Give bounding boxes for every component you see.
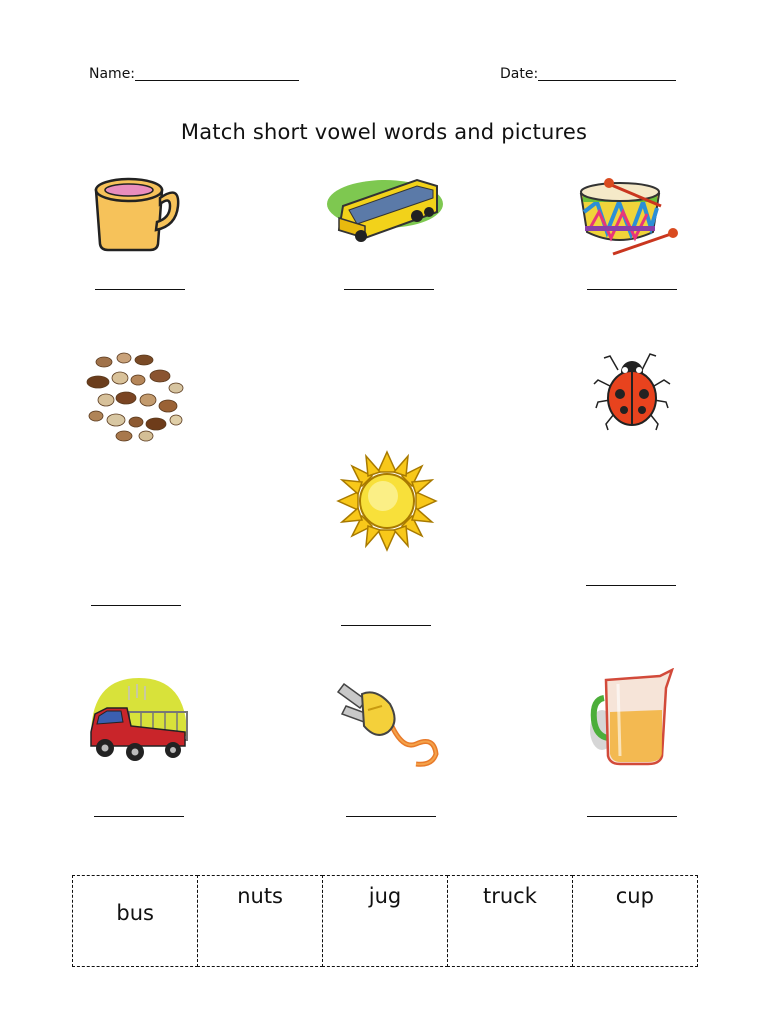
- answer-blank-truck[interactable]: [94, 816, 184, 817]
- drum-icon: [577, 172, 681, 260]
- word-card-bus[interactable]: [72, 875, 198, 967]
- word-label: truck: [482, 884, 537, 908]
- word-bank: [72, 875, 698, 967]
- word-card-nuts[interactable]: [197, 875, 323, 967]
- word-card-truck[interactable]: [447, 875, 573, 967]
- answer-blank-bug[interactable]: [586, 585, 676, 586]
- word-card-jug[interactable]: [322, 875, 448, 967]
- name-blank-line[interactable]: [135, 66, 299, 81]
- nuts-icon: [84, 348, 188, 444]
- sun-icon: [336, 450, 438, 552]
- page-title: Match short vowel words and pictures: [180, 120, 588, 144]
- date-label: Date:: [500, 66, 539, 82]
- answer-blank-nuts[interactable]: [91, 605, 181, 606]
- word-label: nuts: [237, 884, 283, 908]
- word-label: bus: [116, 901, 154, 925]
- cup-icon: [88, 170, 184, 254]
- jug-icon: [588, 668, 678, 768]
- answer-blank-jug[interactable]: [587, 816, 677, 817]
- answer-blank-sun[interactable]: [341, 625, 431, 626]
- ladybug-icon: [592, 350, 672, 434]
- truck-icon: [85, 676, 193, 768]
- answer-blank-plug[interactable]: [346, 816, 436, 817]
- answer-blank-bus[interactable]: [344, 289, 434, 290]
- word-label: jug: [368, 884, 402, 908]
- bus-icon: [325, 172, 445, 244]
- answer-blank-cup[interactable]: [95, 289, 185, 290]
- word-label: cup: [615, 884, 654, 908]
- word-card-cup[interactable]: [572, 875, 698, 967]
- name-label: Name:: [89, 66, 136, 82]
- name-field[interactable]: [89, 66, 299, 82]
- date-field[interactable]: [500, 66, 676, 82]
- date-blank-line[interactable]: [538, 66, 676, 81]
- answer-blank-drum[interactable]: [587, 289, 677, 290]
- plug-icon: [332, 670, 442, 770]
